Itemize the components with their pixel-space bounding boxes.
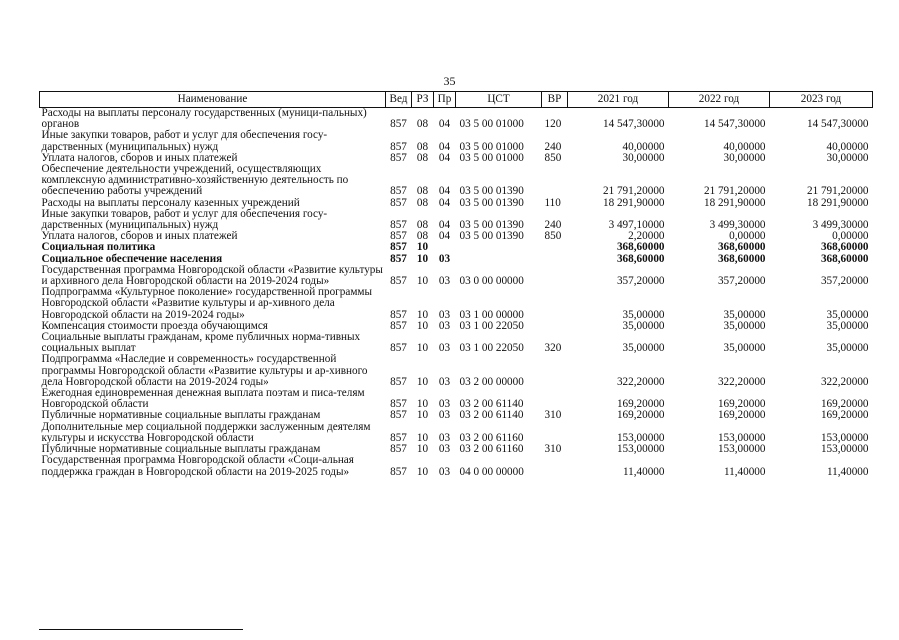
cell-2023: 169,20000 [820, 409, 869, 422]
cell-name: Публичные нормативные социальные выплаты гражданам [41, 443, 321, 456]
cell-rz: 10 [416, 465, 429, 478]
cell-rz: 08 [416, 185, 429, 198]
cell-2023: 35,00000 [826, 308, 869, 321]
table-row [40, 287, 873, 321]
cell-name: Дополнительные мер социальной поддержки заслуженным деятелям культуры и искусства Новгородской области [41, 420, 371, 444]
cell-pr: 03 [438, 342, 451, 355]
cell-2022: 18 291,90000 [703, 196, 766, 209]
cell-2021: 153,00000 [616, 431, 665, 444]
cell-ved: 857 [390, 308, 407, 321]
cell-2022: 357,20000 [717, 275, 766, 288]
cell-rz: 10 [416, 342, 429, 355]
cell-2022: 322,20000 [717, 375, 766, 388]
cell-vr [542, 422, 568, 444]
cell-2021: 322,20000 [616, 375, 665, 388]
cell-2021: 21 791,20000 [602, 185, 665, 198]
cell-2021: 153,00000 [616, 443, 665, 456]
cell-name: Социальная политика [41, 241, 156, 254]
cell-2022: 368,60000 [717, 241, 766, 254]
cell-cst: 03 2 00 61160 [459, 431, 524, 444]
cell-2021: 357,20000 [616, 275, 665, 288]
cell-pr: 03 [438, 465, 451, 478]
cell-2021: 14 547,30000 [602, 118, 665, 131]
cell-2023: 0,00000 [832, 230, 869, 243]
cell-2023: 40,00000 [826, 140, 869, 153]
cell-rz: 10 [416, 409, 429, 422]
cell-ved: 857 [390, 342, 407, 355]
cell-vr: 310 [544, 409, 562, 422]
page-number: 35 [443, 74, 456, 88]
table-row [40, 388, 873, 410]
cell-rz: 10 [416, 308, 429, 321]
cell-2021: 368,60000 [616, 252, 665, 265]
cell-pr: 04 [438, 140, 451, 153]
cell-rz: 08 [416, 230, 429, 243]
cell-2023: 368,60000 [820, 252, 869, 265]
cell-rz: 10 [416, 275, 429, 288]
cell-2022: 11,40000 [723, 465, 766, 478]
cell-name: Государственная программа Новгородской области «Развитие культуры и архивного дела Новгородской области на 2019-2024 годы» [41, 263, 383, 288]
cell-2023: 169,20000 [820, 398, 869, 411]
table-row [40, 422, 873, 444]
cell-vr [542, 265, 568, 287]
cell-cst: 03 5 00 01000 [459, 118, 524, 131]
cell-name: Расходы на выплаты персоналу казенных учреждений [41, 196, 300, 209]
cell-ved: 857 [390, 431, 407, 444]
cell-2022: 169,20000 [717, 409, 766, 422]
cell-pr: 04 [438, 185, 451, 198]
cell-ved: 857 [390, 443, 407, 456]
cell-cst: 03 0 00 00000 [459, 275, 524, 288]
cell-rz: 08 [416, 196, 429, 209]
cell-name: Компенсация стоимости проезда обучающимся [41, 319, 268, 332]
cell-name: Публичные нормативные социальные выплаты гражданам [41, 409, 321, 422]
cell-cst: 03 5 00 01390 [459, 230, 524, 243]
table-body [40, 108, 873, 478]
cell-name: Социальное обеспечение населения [41, 252, 223, 265]
table-row [40, 209, 873, 231]
cell-name: Уплата налогов, сборов и иных платежей [41, 230, 238, 243]
cell-cst: 03 2 00 61140 [459, 398, 524, 411]
cell-pr: 03 [438, 431, 451, 444]
cell-pr: 03 [438, 308, 451, 321]
cell-cst: 03 2 00 00000 [459, 375, 524, 388]
cell-vr [542, 254, 568, 265]
cell-2021: 30,00000 [622, 151, 665, 164]
cell-vr [542, 321, 568, 332]
cell-name: Иные закупки товаров, работ и услуг для обеспечения госу-дарственных (муниципальных) нужд [41, 129, 328, 153]
cell-cst: 03 5 00 01390 [459, 196, 524, 209]
cell-cst: 03 1 00 22050 [459, 319, 524, 332]
cell-2023: 11,40000 [826, 465, 869, 478]
cell-2022: 14 547,30000 [703, 118, 766, 131]
footnote-divider [39, 629, 243, 630]
cell-pr: 03 [438, 409, 451, 422]
cell-vr: 850 [544, 151, 562, 164]
cell-ved: 857 [390, 185, 407, 198]
cell-2021: 35,00000 [622, 342, 665, 355]
header-cst: ЦСТ [456, 92, 542, 108]
cell-name: Подпрограмма «Культурное поколение» государственной программы Новгородской области «Развитие культуры и ар-хивного дела Новгородской области на 2019-2024 годы» [41, 286, 372, 321]
header-2021: 2021 год [568, 92, 669, 108]
cell-vr [542, 388, 568, 410]
cell-pr: 03 [438, 319, 451, 332]
cell-cst [456, 242, 542, 253]
cell-2022: 21 791,20000 [703, 185, 766, 198]
header-2022: 2022 год [669, 92, 770, 108]
table-row [40, 410, 873, 421]
cell-pr: 04 [438, 230, 451, 243]
cell-cst: 03 5 00 01000 [459, 151, 524, 164]
cell-rz: 08 [416, 219, 429, 232]
cell-cst: 04 0 00 00000 [459, 465, 524, 478]
cell-2022: 0,00000 [729, 230, 766, 243]
cell-2021: 3 497,10000 [608, 219, 665, 232]
cell-2023: 368,60000 [820, 241, 869, 254]
cell-pr: 03 [438, 275, 451, 288]
cell-ved: 857 [390, 140, 407, 153]
cell-vr: 240 [544, 219, 562, 232]
cell-pr: 04 [438, 196, 451, 209]
cell-2022: 30,00000 [723, 151, 766, 164]
table-row [40, 455, 873, 477]
cell-pr: 03 [438, 398, 451, 411]
cell-rz: 08 [416, 151, 429, 164]
header-pr: Пр [434, 92, 456, 108]
cell-ved: 857 [390, 252, 407, 265]
table-row [40, 108, 873, 131]
cell-2021: 368,60000 [616, 241, 665, 254]
header-rz: РЗ [412, 92, 434, 108]
cell-pr: 03 [438, 443, 451, 456]
cell-cst: 03 2 00 61160 [459, 443, 524, 456]
cell-2023: 322,20000 [820, 375, 869, 388]
cell-rz: 10 [416, 443, 429, 456]
cell-rz: 10 [416, 252, 429, 265]
cell-vr [542, 455, 568, 477]
cell-2021: 2,20000 [628, 230, 665, 243]
cell-pr: 03 [438, 252, 451, 265]
cell-2023: 30,00000 [826, 151, 869, 164]
cell-name: Иные закупки товаров, работ и услуг для обеспечения госу-дарственных (муниципальных) нужд [41, 207, 328, 232]
cell-2022: 368,60000 [717, 252, 766, 265]
cell-rz: 10 [416, 319, 429, 332]
cell-vr: 240 [544, 140, 562, 153]
cell-2023: 14 547,30000 [806, 118, 869, 131]
table-row [40, 242, 873, 253]
cell-2021: 35,00000 [622, 308, 665, 321]
cell-rz: 10 [416, 241, 429, 254]
cell-name: Ежегодная единовременная денежная выплата поэтам и писа-телям Новгородской области [41, 387, 365, 411]
cell-2022: 169,20000 [717, 398, 766, 411]
cell-cst: 03 5 00 01390 [459, 219, 524, 232]
cell-rz: 10 [416, 375, 429, 388]
cell-ved: 857 [390, 196, 407, 209]
cell-ved: 857 [390, 375, 407, 388]
cell-vr [542, 354, 568, 388]
cell-name: Государственная программа Новгородской области «Соци-альная поддержка граждан в Новгородской области на 2019-2025 годы» [41, 454, 354, 478]
cell-2023: 357,20000 [820, 275, 869, 288]
cell-cst: 03 1 00 22050 [459, 342, 524, 355]
cell-name: Уплата налогов, сборов и иных платежей [41, 151, 238, 164]
cell-ved: 857 [390, 275, 407, 288]
cell-2023: 35,00000 [826, 319, 869, 332]
cell-vr [542, 242, 568, 253]
table-row [40, 164, 873, 198]
cell-2023: 35,00000 [826, 342, 869, 355]
cell-pr: 03 [438, 375, 451, 388]
cell-ved: 857 [390, 241, 407, 254]
cell-2023: 153,00000 [820, 443, 869, 456]
cell-ved: 857 [390, 118, 407, 131]
cell-pr: 04 [438, 118, 451, 131]
cell-ved: 857 [390, 230, 407, 243]
cell-ved: 857 [390, 319, 407, 332]
cell-2021: 11,40000 [622, 465, 665, 478]
cell-vr: 110 [544, 196, 561, 209]
cell-name: Обеспечение деятельности учреждений, осуществляющих комплексную административно-хозяйственную деятельность по обеспечению работы учреждений [41, 163, 349, 198]
cell-rz: 10 [416, 431, 429, 444]
cell-ved: 857 [390, 398, 407, 411]
cell-2021: 169,20000 [616, 409, 665, 422]
cell-vr: 310 [544, 443, 562, 456]
cell-2022: 153,00000 [717, 443, 766, 456]
cell-2022: 35,00000 [723, 342, 766, 355]
cell-vr: 850 [544, 230, 562, 243]
cell-2022: 153,00000 [717, 431, 766, 444]
cell-2023: 21 791,20000 [806, 185, 869, 198]
cell-vr [542, 287, 568, 321]
cell-ved: 857 [390, 409, 407, 422]
cell-2021: 35,00000 [622, 319, 665, 332]
cell-vr [542, 164, 568, 198]
cell-rz: 08 [416, 140, 429, 153]
header-name: Наименование [40, 92, 386, 108]
cell-pr [434, 242, 456, 253]
cell-ved: 857 [390, 465, 407, 478]
header-ved: Вед [386, 92, 412, 108]
cell-2021: 18 291,90000 [602, 196, 665, 209]
table-row [40, 332, 873, 354]
cell-cst: 03 5 00 01000 [459, 140, 524, 153]
cell-2022: 3 499,30000 [709, 219, 766, 232]
table-row [40, 354, 873, 388]
cell-2021: 40,00000 [622, 140, 665, 153]
cell-2023: 3 499,30000 [812, 219, 869, 232]
cell-rz: 10 [416, 398, 429, 411]
cell-name: Социальные выплаты гражданам, кроме публичных норма-тивных социальных выплат [41, 331, 361, 355]
cell-2021: 169,20000 [616, 398, 665, 411]
cell-2023: 153,00000 [820, 431, 869, 444]
cell-2022: 35,00000 [723, 319, 766, 332]
cell-2022: 40,00000 [723, 140, 766, 153]
cell-name: Подпрограмма «Наследие и современность» государственной программы Новгородской области «Развитие культуры и ар-хивного дела Новгородской области на 2019-2024 годы» [41, 353, 368, 388]
cell-vr: 320 [544, 342, 562, 355]
cell-vr: 120 [544, 118, 562, 131]
cell-2022: 35,00000 [723, 308, 766, 321]
cell-ved: 857 [390, 219, 407, 232]
cell-cst: 03 5 00 01390 [459, 185, 524, 198]
cell-cst [456, 254, 542, 265]
table-row [40, 130, 873, 152]
table-header-row [40, 92, 873, 108]
header-vr: ВР [542, 92, 568, 108]
cell-cst: 03 1 00 00000 [459, 308, 524, 321]
header-2023: 2023 год [770, 92, 873, 108]
cell-rz: 08 [416, 118, 429, 131]
cell-2023: 18 291,90000 [806, 196, 869, 209]
budget-table [39, 91, 873, 478]
cell-pr: 04 [438, 151, 451, 164]
cell-ved: 857 [390, 151, 407, 164]
cell-name: Расходы на выплаты персоналу государственных (муници-пальных) органов [41, 107, 367, 131]
cell-pr: 04 [438, 219, 451, 232]
cell-cst: 03 2 00 61140 [459, 409, 524, 422]
table-row [40, 265, 873, 287]
